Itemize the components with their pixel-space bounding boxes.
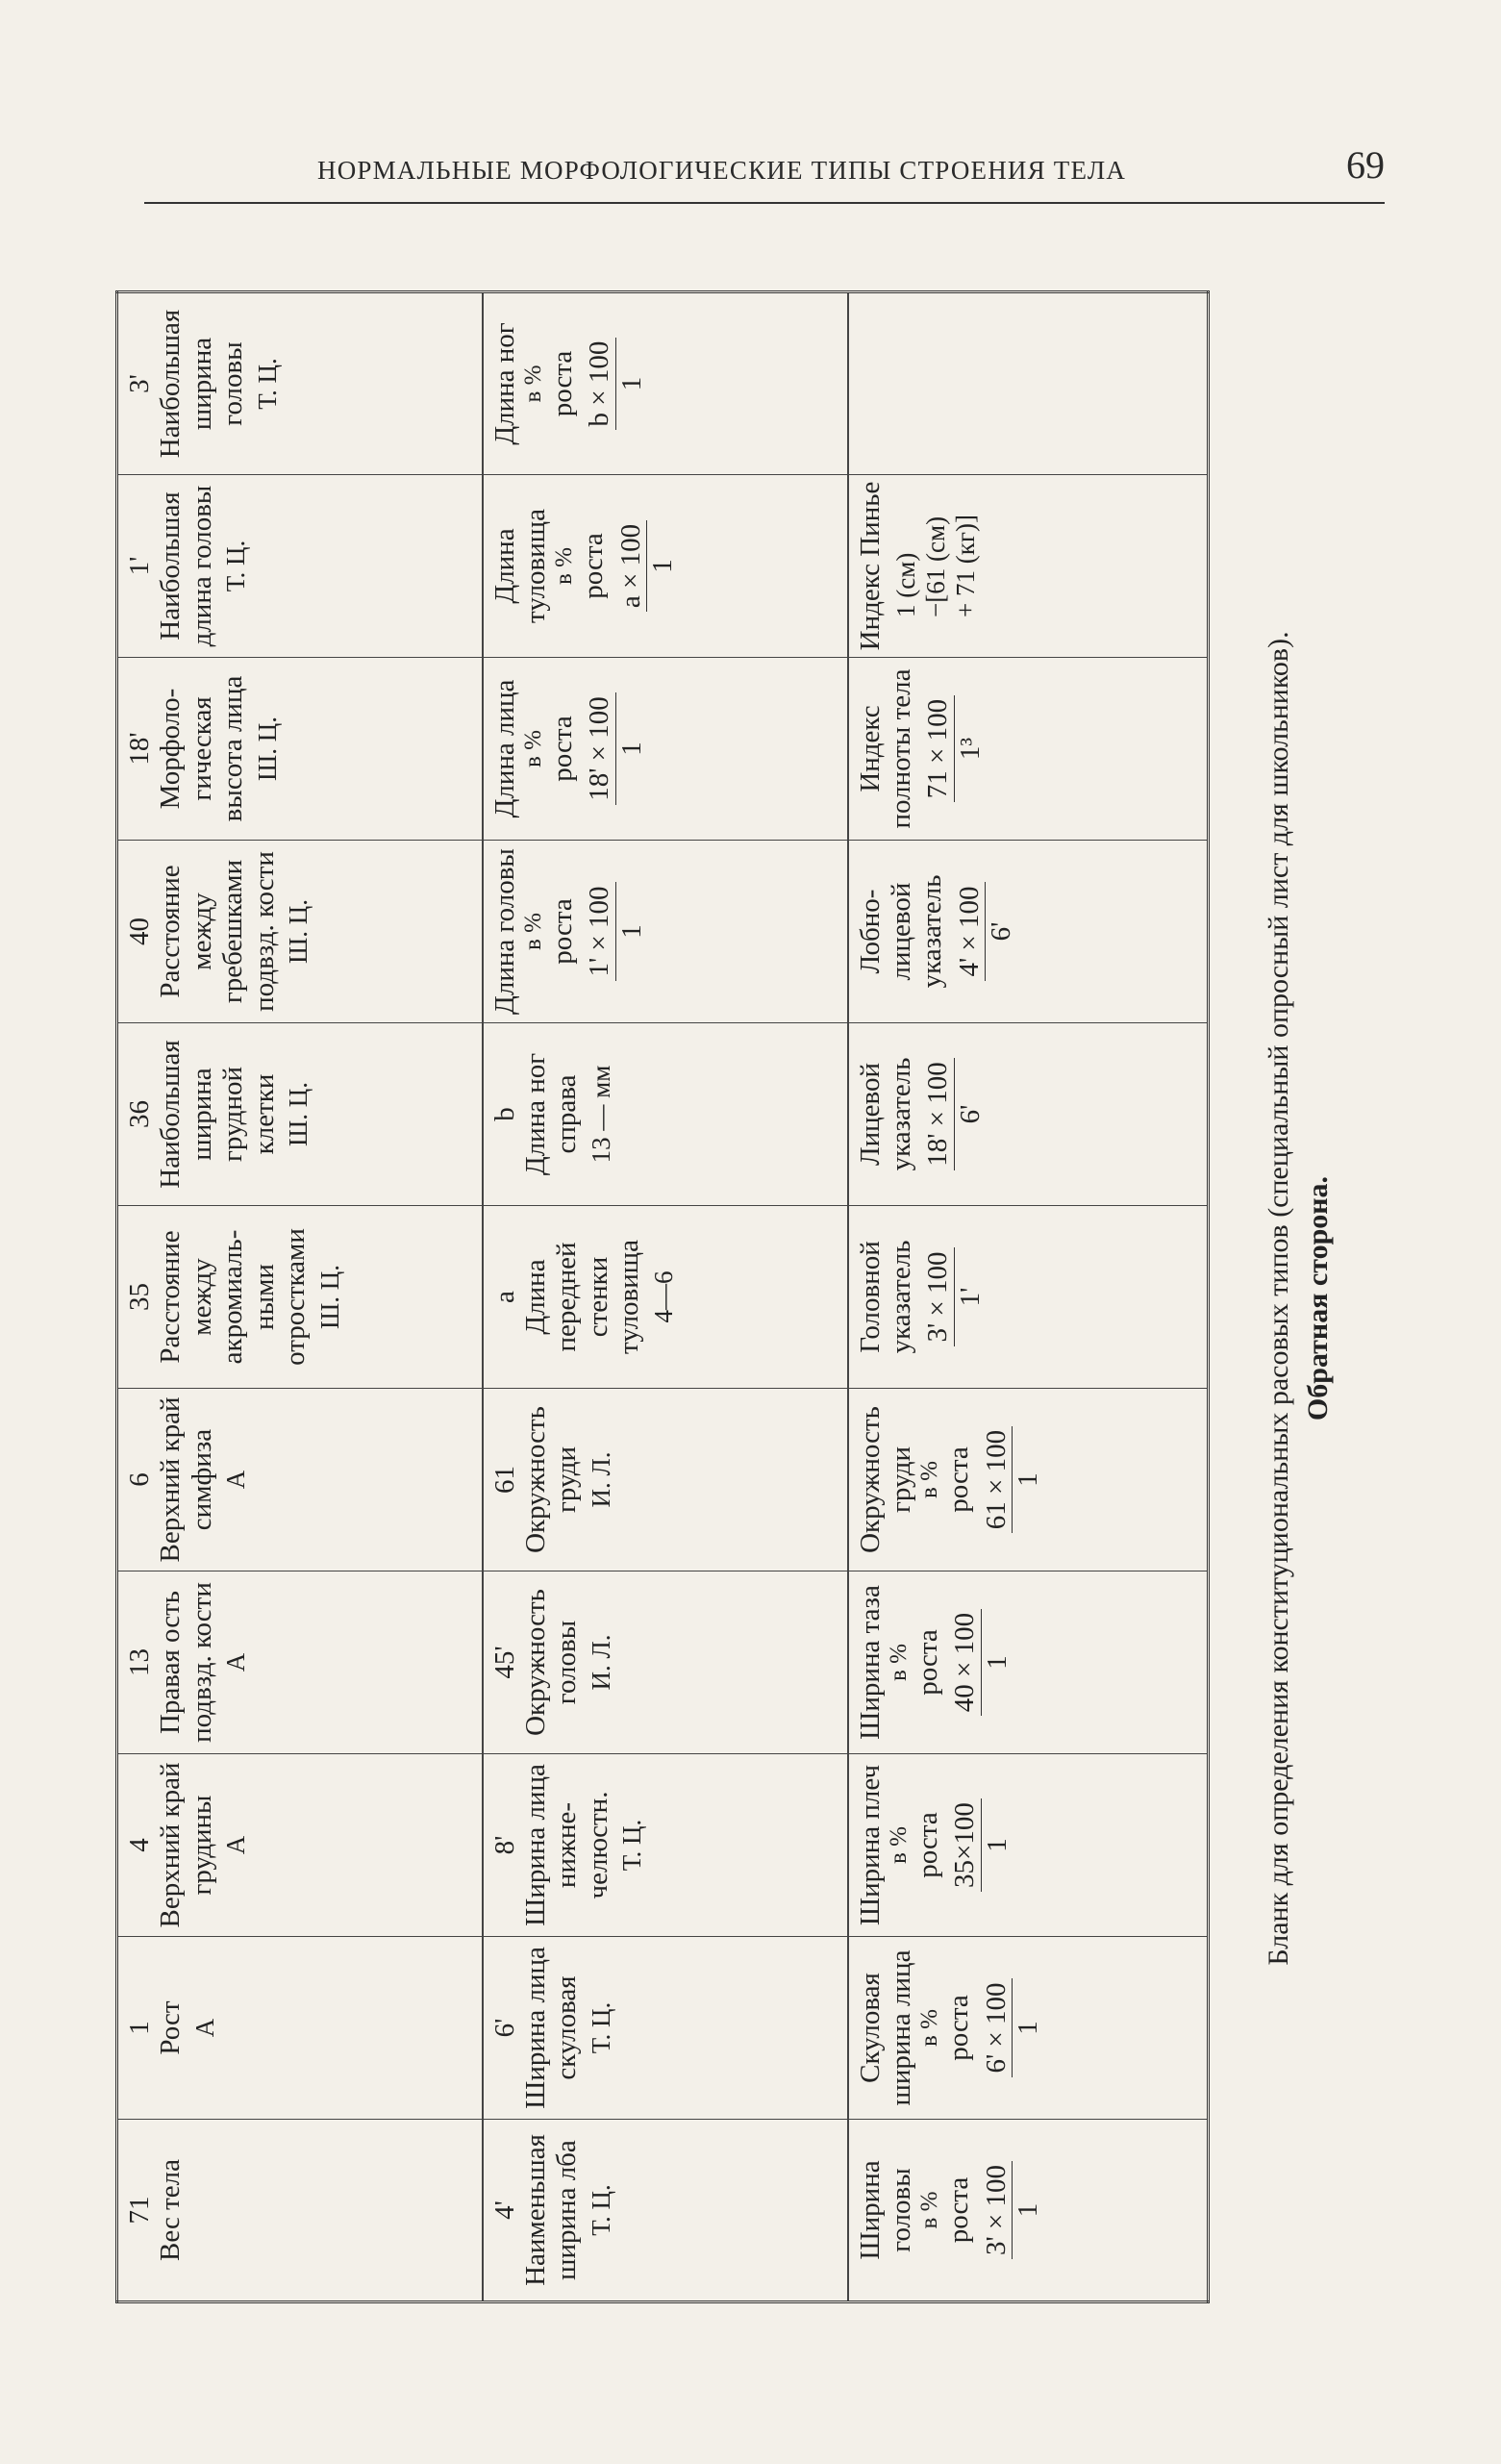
table-cell: 6' Ширина лица скуловая Т. Ц.: [483, 1937, 848, 2120]
table-cell: Скуловая ширина лица в % роста 6' × 100 1: [848, 1937, 1209, 2120]
table-cell: 13 Правая ость подвзд. кости А: [117, 1571, 483, 1754]
table-cell: 45' Окружность головы И. Л.: [483, 1571, 848, 1754]
table-cell: [848, 292, 1209, 475]
figure-caption: [1260, 293, 1338, 2303]
table-cell: Ширина плеч в % роста 35×100 1: [848, 1754, 1209, 1937]
table-row: [483, 292, 848, 2302]
table-cell: 1 Рост А: [117, 1937, 483, 2120]
running-title: НОРМАЛЬНЫЕ МОРФОЛОГИЧЕСКИЕ ТИПЫ СТРОЕНИЯ ТЕЛА: [317, 156, 1127, 185]
table-cell: b Длина ног справа 13 — мм: [483, 1023, 848, 1206]
table-cell: Головной указатель 3' × 100 1': [848, 1206, 1209, 1389]
measurement-form-table: [115, 290, 1210, 2303]
table-cell: Индекс полноты тела 71 × 100 1³: [848, 658, 1209, 841]
table-row: [117, 292, 483, 2302]
table-cell: 18' Морфологическая высота лица Ш. Ц.: [117, 658, 483, 841]
table-cell: Лицевой указатель 18' × 100 6': [848, 1023, 1209, 1206]
page-number: 69: [1346, 143, 1385, 187]
table-cell: 8' Ширина лица нижнечелюстн. Т. Ц.: [483, 1754, 848, 1937]
table-cell: 40 Расстояние между гребешками подвзд. кости Ш. Ц.: [117, 841, 483, 1023]
table-cell: Ширина головы в % роста 3' × 100 1: [848, 2120, 1209, 2302]
table-cell: Окружность груди в % роста 61 × 100 1: [848, 1389, 1209, 1571]
table-cell: 6 Верхний край симфиза А: [117, 1389, 483, 1571]
table-cell: a Длина передней стенки туловища 4—6: [483, 1206, 848, 1389]
table-cell: Индекс Пинье 1 (см) −[61 (см) + 71 (кг)]: [848, 475, 1209, 658]
caption-line-2: Обратная сторона.: [1301, 1175, 1334, 1421]
table-cell: 4' Наименьшая ширина лба Т. Ц.: [483, 2120, 848, 2302]
table-cell: 4 Верхний край грудины А: [117, 1754, 483, 1937]
caption-line-1: Бланк для определения конституциональных расовых типов (специальный опросный лист для школьников).: [1263, 631, 1294, 1966]
table-cell: 36 Наибольшая ширина грудной клетки Ш. Ц.: [117, 1023, 483, 1206]
rotated-form-block: [115, 293, 1334, 2303]
table-cell: Лобнолицевой указатель 4' × 100 6': [848, 841, 1209, 1023]
table-cell: 61 Окружность груди И. Л.: [483, 1389, 848, 1571]
table-row: [848, 292, 1209, 2302]
table-cell: 35 Расстояние между акромиальными отростками Ш. Ц.: [117, 1206, 483, 1389]
running-head: [144, 144, 1385, 204]
table-cell: Длина головы в % роста 1' × 100 1: [483, 841, 848, 1023]
table-cell: Ширина таза в % роста 40 × 100 1: [848, 1571, 1209, 1754]
table-cell: Длина туловища в % роста a × 100 1: [483, 475, 848, 658]
table-cell: 1' Наибольшая длина головы Т. Ц.: [117, 475, 483, 658]
table-cell: 3' Наибольшая ширина головы Т. Ц.: [117, 292, 483, 475]
table-cell: Длина ног в % роста b × 100 1: [483, 292, 848, 475]
table-cell: 71 Вес тела: [117, 2120, 483, 2302]
table-cell: Длина лица в % роста 18' × 100 1: [483, 658, 848, 841]
